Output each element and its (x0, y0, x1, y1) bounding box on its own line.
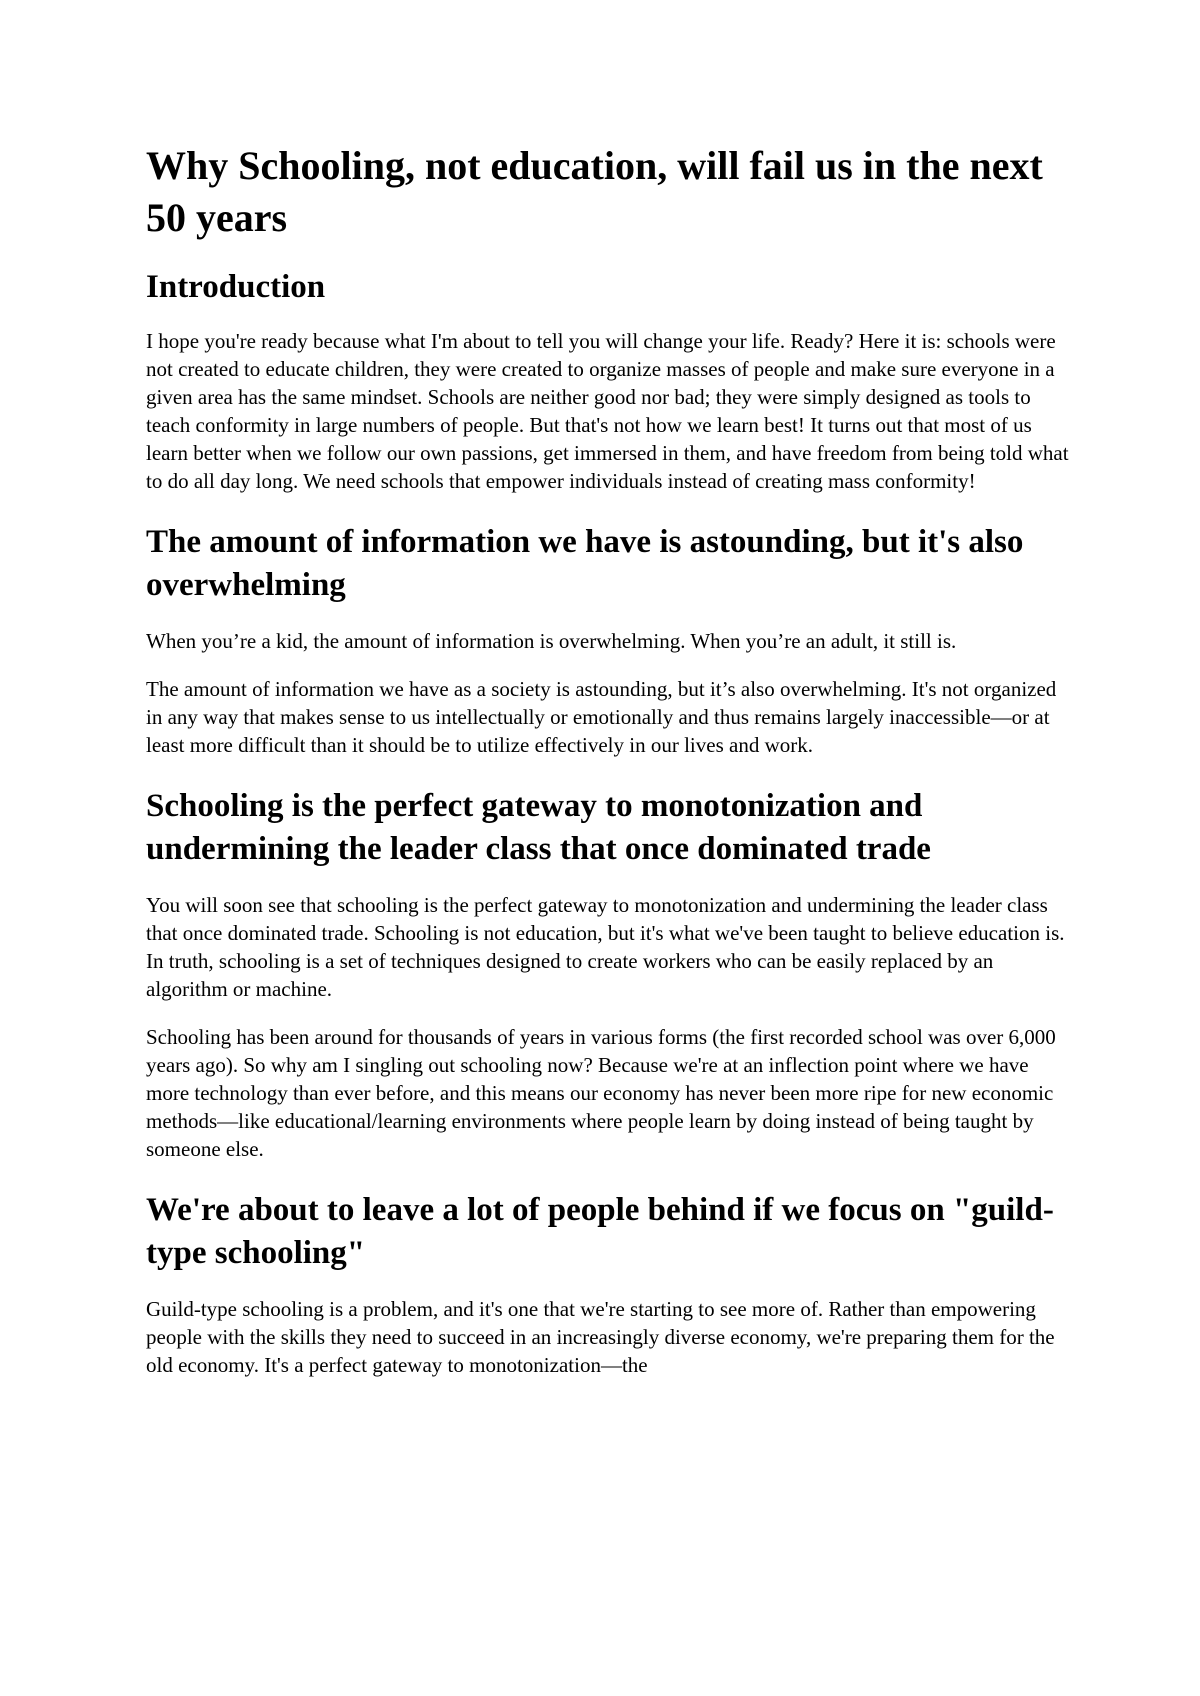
section-heading-guild-type-schooling: We're about to leave a lot of people behind if we focus on "guild-type schooling" (146, 1192, 1054, 1271)
document-title: Why Schooling, not education, will fail us in the next 50 years (146, 143, 1043, 240)
paragraph: You will soon see that schooling is the perfect gateway to monotonization and undermining the leader class that once dominated trade. Schooling is not education, but it's what we've been taught to believe education is. In truth, schooling is a set of techniques designed to create workers who can be easily replaced by an algorithm or machine. (146, 893, 1065, 1001)
section-heading-information: The amount of information we have is astounding, but it's also overwhelming (146, 524, 1024, 603)
paragraph: Schooling has been around for thousands of years in various forms (the first recorded school was over 6,000 years ago). So why am I singling out schooling now? Because we're at an inflection point where we have more technology than ever before, and this means our economy has never been more ripe for new economic methods—like educational/learning environments where people learn by doing instead of being taught by someone else. (146, 1025, 1056, 1161)
section-heading-introduction: Introduction (146, 269, 326, 305)
paragraph: When you’re a kid, the amount of information is overwhelming. When you’re an adult, it still is. (146, 629, 957, 653)
section-heading-monotonization: Schooling is the perfect gateway to monotonization and undermining the leader class that once dominated trade (146, 788, 931, 867)
document-page (146, 140, 1072, 1379)
paragraph: The amount of information we have as a society is astounding, but it’s also overwhelming. It's not organized in any way that makes sense to us intellectually or emotionally and thus remains largely inaccessible—or at least more difficult than it should be to utilize effectively in our lives and work. (146, 677, 1057, 757)
paragraph: I hope you're ready because what I'm about to tell you will change your life. Ready? Here it is: schools were not created to educate children, they were created to organize masses of people and make sure everyone in a given area has the same mindset. Schools are neither good nor bad; they were simply designed as tools to teach conformity in large numbers of people. But that's not how we learn best! It turns out that most of us learn better when we follow our own passions, get immersed in them, and have freedom from being told what to do all day long. We need schools that empower individuals instead of creating mass conformity! (146, 329, 1069, 493)
paragraph: Guild-type schooling is a problem, and it's one that we're starting to see more of. Rather than empowering people with the skills they need to succeed in an increasingly diverse economy, we're preparing them for the old economy. It's a perfect gateway to monotonization—the (146, 1297, 1055, 1377)
